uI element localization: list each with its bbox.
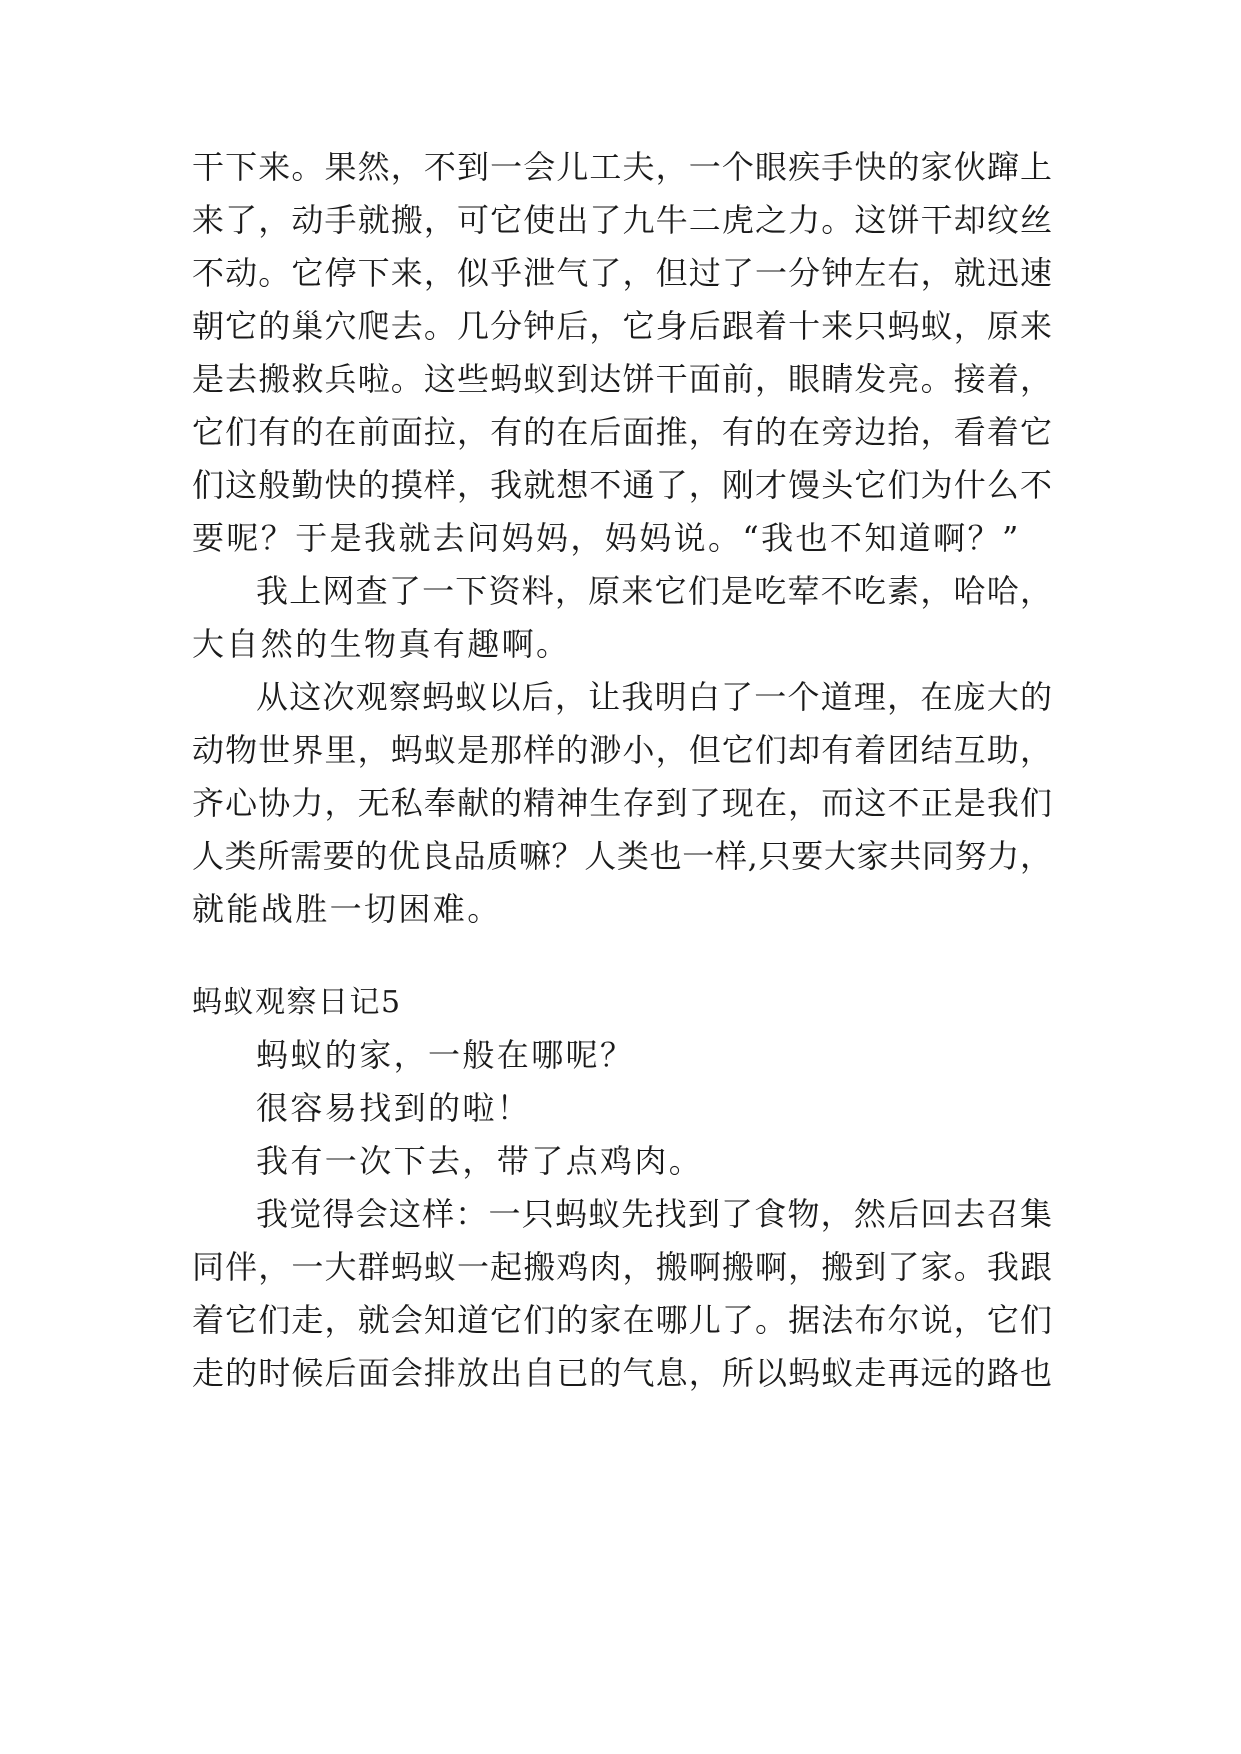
paragraph-line: 很容易找到的啦！ [256,1089,532,1127]
paragraph-line: 从这次观察蚂蚁以后，让我明白了一个道理，在庞大的 [256,678,1052,716]
paragraph-line: 着它们走，就会知道它们的家在哪儿了。据法布尔说，它们 [192,1301,1052,1339]
paragraph-line: 人类所需要的优良品质嘛？人类也一样,只要大家共同努力， [192,837,1052,875]
paragraph-line: 来了，动手就搬，可它使出了九牛二虎之力。这饼干却纹丝 [192,201,1052,239]
paragraph-line: 是去搬救兵啦。这些蚂蚁到达饼干面前，眼睛发亮。接着， [192,360,1052,398]
paragraph-line: 就能战胜一切困难。 [192,890,502,928]
paragraph-line: 们这般勤快的摸样，我就想不通了，刚才馒头它们为什么不 [192,466,1052,504]
paragraph-line: 我觉得会这样：一只蚂蚁先找到了食物，然后回去召集 [256,1195,1052,1233]
paragraph-line: 走的时候后面会排放出自已的气息，所以蚂蚁走再远的路也 [192,1354,1052,1392]
paragraph-line: 大自然的生物真有趣啊。 [192,625,571,663]
paragraph-line: 干下来。果然，不到一会儿工夫，一个眼疾手快的家伙蹿上 [192,148,1052,186]
paragraph-line: 我有一次下去，带了点鸡肉。 [256,1142,704,1180]
section-heading: 蚂蚁观察日记5 [192,985,402,1020]
paragraph-line: 要呢？于是我就去问妈妈，妈妈说。“我也不知道啊？” [192,519,1021,557]
paragraph-line: 朝它的巢穴爬去。几分钟后，它身后跟着十来只蚂蚁，原来 [192,307,1052,345]
paragraph-line: 齐心协力，无私奉献的精神生存到了现在，而这不正是我们 [192,784,1052,822]
paragraph-line: 动物世界里，蚂蚁是那样的渺小，但它们却有着团结互助， [192,731,1052,769]
paragraph-line: 蚂蚁的家，一般在哪呢？ [256,1036,635,1074]
paragraph-line: 它们有的在前面拉，有的在后面推，有的在旁边抬，看着它 [192,413,1052,451]
paragraph-line: 我上网查了一下资料，原来它们是吃荤不吃素，哈哈， [256,572,1052,610]
paragraph-line: 同伴，一大群蚂蚁一起搬鸡肉，搬啊搬啊，搬到了家。我跟 [192,1248,1052,1286]
paragraph-line: 不动。它停下来，似乎泄气了，但过了一分钟左右，就迅速 [192,254,1052,292]
